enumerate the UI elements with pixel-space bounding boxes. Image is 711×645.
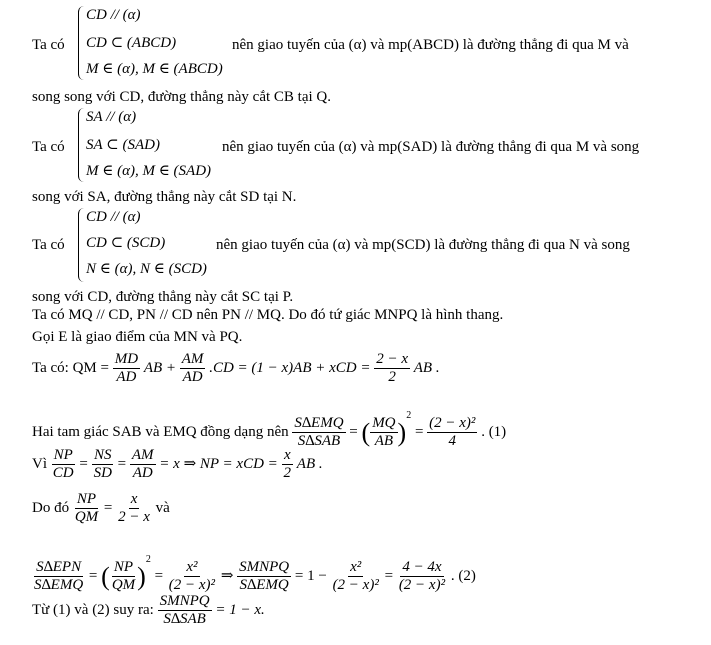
conclusion-text: nên giao tuyến của (α) và mp(SCD) là đường thẳng đi qua N và song — [216, 237, 630, 253]
eq-lead: Vì — [32, 456, 47, 472]
eq-term: AB + — [143, 360, 177, 376]
fraction: $\frac{\text{S∆EMQ}}{\text{S∆SAB}}$ — [294, 415, 344, 450]
eq-term: AB . — [296, 456, 323, 472]
condition-2: CD ⊂ (ABCD) — [86, 35, 177, 51]
fraction: $\frac{AM}{AD}$ — [131, 447, 154, 482]
fraction: $\frac{x}{2}$ — [283, 447, 292, 482]
lead-text: Ta có — [32, 37, 65, 53]
fraction: $\frac{\text{x²}}{\text{(2 − x)²}}$ — [168, 559, 216, 594]
fraction: $\frac{\text{S∆EPN}}{\text{S∆EMQ}}$ — [34, 559, 84, 594]
fraction: $\frac{x}{2 - x}$ — [118, 491, 150, 526]
fraction: $\frac{\text{SMNPQ}}{\text{S∆SAB}}$ — [159, 593, 210, 628]
intersection-line: Gọi E là giao điểm của MN và PQ. — [32, 329, 243, 345]
lead-text: Ta có — [32, 139, 65, 155]
trapezoid-line: Ta có MQ // CD, PN // CD nên PN // MQ. Do đó tứ giác MNPQ là hình thang. — [32, 307, 504, 323]
continuation-text: song với CD, đường thẳng này cắt SC tại P. — [32, 289, 294, 305]
equation-tag: . (2) — [450, 568, 476, 584]
left-brace — [78, 208, 85, 282]
continuation-text: song song với CD, đường thẳng này cắt CB tại Q. — [32, 89, 331, 105]
conclusion-text: nên giao tuyến của (α) và mp(SAD) là đường thẳng đi qua M và song — [222, 139, 640, 155]
equation-tag: . (1) — [481, 424, 507, 440]
condition-3: M ∈ (α), M ∈ (SAD) — [86, 163, 212, 179]
continuation-text: song với SA, đường thẳng này cắt SD tại N. — [32, 189, 297, 205]
fraction: $\frac{\text{x²}}{\text{(2 − x)²}}$ — [332, 559, 379, 594]
eq-term: và — [155, 500, 170, 516]
eq-lead: Từ (1) và (2) suy ra: — [32, 602, 154, 618]
fraction: $\frac{\text{(2 − x)²}}{4}$ — [429, 415, 476, 450]
fraction: $\frac{MD}{AD}$ — [114, 351, 139, 386]
final-equation — [32, 588, 265, 632]
qm-equation — [32, 346, 440, 390]
fraction: $\frac{NP}{QM}$ — [111, 559, 136, 594]
condition-1: SA // (α) — [86, 109, 137, 125]
eq-term: = x ⇒ NP = xCD = — [159, 456, 278, 472]
fraction: $\frac{2 - x}{2}$ — [376, 351, 409, 386]
condition-3: M ∈ (α), M ∈ (ABCD) — [86, 61, 223, 77]
eq-term: .CD = (1 − x)AB + xCD = — [209, 360, 371, 376]
fraction: $\frac{NS}{SD}$ — [93, 447, 112, 482]
fraction: $\frac{NP}{CD}$ — [52, 447, 74, 482]
fraction: $\frac{\text{SMNPQ}}{\text{S∆EMQ}}$ — [239, 559, 290, 594]
fraction: $\frac{AM}{AD}$ — [181, 351, 204, 386]
condition-2: CD ⊂ (SCD) — [86, 235, 166, 251]
condition-3: N ∈ (α), N ∈ (SCD) — [86, 261, 207, 277]
eq-lead: Do đó — [32, 500, 70, 516]
eq-lead: Ta có: QM = — [32, 360, 109, 376]
fraction: $\frac{NP}{QM}$ — [74, 491, 99, 526]
vi-equation: Vì $\frac{NP}{CD}$ = $\frac{NS}{SD}$ = $\frac{AM}{AD}$ = x ⇒ NP = xCD = $\frac{x}{2}$ AB . — [32, 447, 323, 482]
left-brace — [78, 6, 85, 80]
fraction: $\frac{MQ}{AB}$ — [372, 415, 396, 450]
lead-text: Ta có — [32, 237, 65, 253]
left-brace — [78, 108, 85, 182]
conclusion-text: nên giao tuyến của (α) và mp(ABCD) là đường thẳng đi qua M và — [232, 37, 629, 53]
fraction: $\frac{4 - 4x}{\text{(2 − x)²}}$ — [398, 559, 446, 594]
condition-1: CD // (α) — [86, 7, 141, 23]
eq-term: AB . — [413, 360, 440, 376]
similarity-equation: Hai tam giác SAB và EMQ đồng dạng nên $\frac{\text{S∆EMQ}}{\text{S∆SAB}}$ = ( $\frac{MQ}{AB}$ )$^2$ = $\frac{\text{(2 − x)²}}{4}$ . (1) — [32, 410, 507, 450]
condition-2: SA ⊂ (SAD) — [86, 137, 160, 153]
condition-1: CD // (α) — [86, 209, 141, 225]
dodo-equation: Do đó $\frac{NP}{QM}$ = $\frac{x}{2 - x}$ và — [32, 491, 170, 526]
ratio-equation: $\frac{\text{S∆EPN}}{\text{S∆EMQ}}$ = ( $\frac{NP}{QM}$ )$^2$ = $\frac{\text{x²}}{\text{(2 − x)²}}$ ⇒ $\frac{\text{SMNPQ}}{\text{S∆EMQ}}$ = 1 − $\frac{\text{x²}}{\text{(2 − x)²}}$ = $\frac{4 - 4x}{\text{(2 − x)²}}$ . (2) — [34, 554, 476, 594]
eq-lead: Hai tam giác SAB và EMQ đồng dạng nên — [32, 424, 289, 440]
eq-term: = 1 − x. — [215, 602, 265, 618]
